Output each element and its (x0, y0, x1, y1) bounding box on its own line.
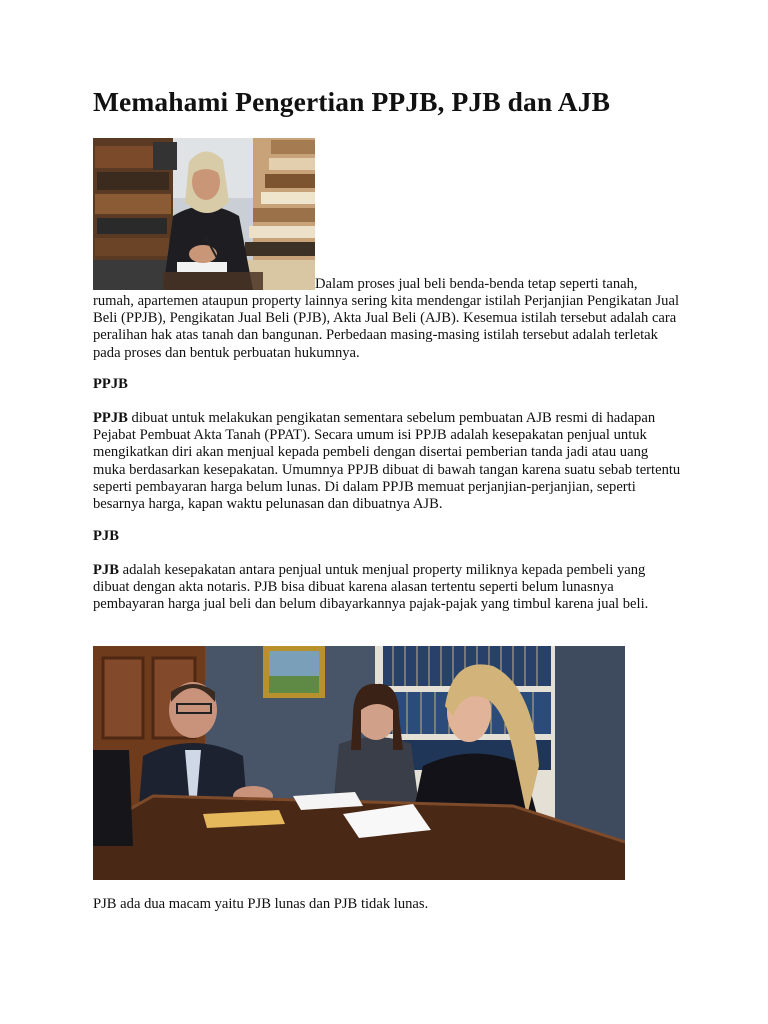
page-title: Memahami Pengertian PPJB, PJB dan AJB (93, 86, 611, 117)
pjb-paragraph (93, 562, 683, 614)
closing-paragraph: PJB ada dua macam yaitu PJB lunas dan PJB tidak lunas. (93, 896, 429, 912)
section-heading-ppjb: PPJB (93, 376, 128, 392)
photo-woman-writing (93, 138, 315, 290)
section-heading-pjb: PJB (93, 528, 119, 544)
ppjb-paragraph (93, 410, 683, 513)
ppjb-body: dibuat untuk melakukan pengikatan sementara sebelum pembuatan AJB resmi di hadapan Pejabat Pembuat Akta Tanah (PPAT). Secara umum isi PPJB adalah kesepakatan penjual untuk mengikatkan diri akan menjual kepada pembeli dengan disertai pemberian tanda jadi atau uang muka berdasarkan kesepakatan. Umumnya PPJB dibuat di bawah tangan karena suatu sebab tertentu seperti pembayaran harga belum lunas. Di dalam PPJB memuat perjanjian-perjanjian, seperti besarnya harga, kapan waktu pelunasan dan dibuatnya AJB. (93, 410, 681, 513)
intro-paragraph: rumah, apartemen ataupun property lainnya sering kita mendengar istilah Perjanjian Pengikatan Jual Beli (PPJB), Pengikatan Jual Beli (PJB), Akta Jual Beli (AJB). Kesemua istilah tersebut adalah cara peralihan hak atas tanah dan bangunan. Perbedaan masing-masing istilah tersebut adalah terletak pada proses dan bentuk perbuatan hukumnya. (93, 293, 679, 361)
photo-office-meeting (93, 646, 625, 880)
pjb-body: adalah kesepakatan antara penjual untuk menjual property miliknya kepada pembeli yang dibuat dengan akta notaris. PJB bisa dibuat karena alasan tertentu seperti belum lunasnya pembayaran harga jual beli dan belum dibayarkannya pajak-pajak yang timbul karena jual beli. (93, 562, 649, 613)
ppjb-term: PPJB (93, 410, 128, 426)
pjb-term: PJB (93, 562, 119, 578)
intro-first-line: Dalam proses jual beli benda-benda tetap seperti tanah, (315, 276, 638, 292)
